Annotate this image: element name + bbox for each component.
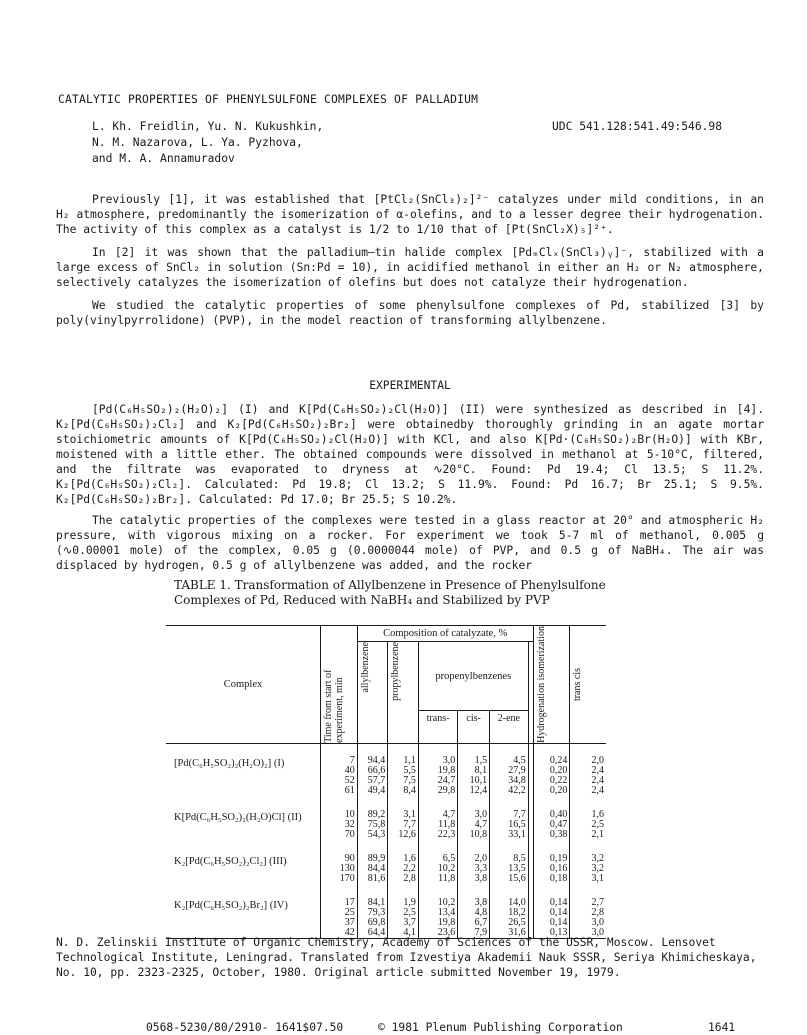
value-cell: 3,0 19,8 24,7 29,8 xyxy=(418,743,457,796)
value-cell: 89,9 84,4 81,6 xyxy=(357,840,388,884)
value-cell: 0,24 0,20 0,22 0,20 xyxy=(533,743,570,796)
value-cell: 89,2 75,8 54,3 xyxy=(357,796,388,840)
value-cell: 0,19 0,16 0,18 xyxy=(533,840,570,884)
paper-title: CATALYTIC PROPERTIES OF PHENYLSULFONE COMPLEXES OF PALLADIUM xyxy=(58,93,479,106)
column-header-cis: cis- xyxy=(458,711,490,744)
issn-code: 0568-5230/80/2910- 1641$07.50 xyxy=(146,1021,344,1034)
table-row xyxy=(166,840,606,884)
value-cell: 90 130 170 xyxy=(321,840,358,884)
complex-name-cell: K₂[Pd(C₆H₅SO₂)₂Cl₂] (III) xyxy=(174,855,287,867)
column-header-time: Time from start of experiment, min xyxy=(321,626,358,744)
value-cell: 10 32 70 xyxy=(321,796,358,840)
column-header-composition: Composition of catalyzate, % xyxy=(357,626,533,642)
intro-paragraph: In [2] it was shown that the palladium–tin halide complex [PdₘClₓ(SnCl₃)ᵧ]⁻, stabilized with a large excess of SnCl₂ in solution (Sn:Pd = 10), in acidified methanol in either an H₂ or N₂ atmosphere, selectively catalyzes the isomerization of olefins but does not catalyze their hydrogenation. xyxy=(56,246,764,289)
value-cell: 84,1 79,3 69,8 64,4 xyxy=(357,884,388,939)
value-cell: 7,7 16,5 33,1 xyxy=(490,796,529,840)
experimental-section xyxy=(56,402,764,573)
table-row xyxy=(166,743,606,796)
author-list xyxy=(92,119,323,167)
section-heading: EXPERIMENTAL xyxy=(369,379,451,392)
column-header-complex: Complex xyxy=(166,626,321,744)
author-line: N. M. Nazarova, L. Ya. Pyzhova, xyxy=(92,136,303,149)
author-line: L. Kh. Freidlin, Yu. N. Kukushkin, xyxy=(92,120,324,133)
value-cell: 0,14 0,14 0,14 0,13 xyxy=(533,884,570,939)
value-cell: 2,0 3,3 3,8 xyxy=(458,840,490,884)
table-row xyxy=(166,796,606,840)
copyright-notice: © 1981 Plenum Publishing Corporation xyxy=(378,1021,623,1034)
data-table xyxy=(166,625,606,939)
value-cell: 8,5 13,5 15,6 xyxy=(490,840,529,884)
value-cell: 2,0 2,4 2,4 2,4 xyxy=(570,743,606,796)
value-cell: 14,0 18,2 26,5 31,6 xyxy=(490,884,529,939)
value-cell: 3,0 4,7 10,8 xyxy=(458,796,490,840)
complex-name-cell: [Pd(C₆H₅SO₂)₂(H₂O)₂] (I) xyxy=(174,757,285,769)
experimental-paragraph: The catalytic properties of the complexes were tested in a glass reactor at 20° and atmospheric H₂ pressure, with vigorous mixing on a rocker. For experiment we took 5-7 ml of methanol, 0.005 g (∿0.00001 mole) of the complex, 0.05 g (0.0000044 mole) of PVP, and 0.5 g of NaBH₄. The air was displaced by hydrogen, 0.5 g of allylbenzene was added, and the rocker xyxy=(56,514,764,572)
value-cell: 10,2 13,4 19,8 23,6 xyxy=(418,884,457,939)
column-header-allyl: allylbenzene xyxy=(357,642,388,744)
value-cell: 94,4 66,6 57,7 49,4 xyxy=(357,743,388,796)
value-cell: 1,1 5,5 7,5 8,4 xyxy=(388,743,419,796)
column-header-2ene: 2-ene xyxy=(490,711,529,744)
footnote: N. D. Zelinskii Institute of Organic Chemistry, Academy of Sciences of the USSR, Moscow. Lensovet Technological Institute, Leningrad. Translated from Izvestiya Akademii Nauk SSSR, Seriya Khimicheskaya, No. 10, pp. 2323-2325, October, 1980. Original article submitted November 19, 1979. xyxy=(56,936,757,979)
column-header-ratio: trans cis xyxy=(570,626,606,744)
column-header-hydro: Hydrogenation isomerization xyxy=(533,626,570,744)
column-header-propenyl: propenylbenzenes xyxy=(418,642,528,711)
value-cell: 4,7 11,8 22,3 xyxy=(418,796,457,840)
complex-name-cell: K₂[Pd(C₆H₅SO₂)₂Br₂] (IV) xyxy=(166,884,321,939)
value-cell: 1,9 2,5 3,7 4,1 xyxy=(388,884,419,939)
column-header-trans: trans- xyxy=(418,711,457,744)
intro-paragraph: We studied the catalytic properties of some phenylsulfone complexes of Pd, stabilized [3] by poly(vinylpyrrolidone) (PVP), in the model reaction of transforming allylbenzene. xyxy=(56,299,764,327)
value-cell: 3,8 4,8 6,7 7,9 xyxy=(458,884,490,939)
value-cell: 17 25 37 42 xyxy=(321,884,358,939)
value-cell: 3,2 3,2 3,1 xyxy=(570,840,606,884)
value-cell: 3,1 7,7 12,6 xyxy=(388,796,419,840)
udc-code: UDC 541.128:541.49:546.98 xyxy=(552,120,723,133)
table-row xyxy=(166,884,606,939)
author-line: and M. A. Annamuradov xyxy=(92,152,235,165)
complex-name-cell: K[Pd(C₆H₅SO₂)₂(H₂O)Cl] (II) xyxy=(174,811,302,823)
page-number: 1641 xyxy=(708,1021,736,1034)
introduction xyxy=(56,192,764,328)
value-cell: 6,5 10,2 11,8 xyxy=(418,840,457,884)
table-caption: TABLE 1. Transformation of Allylbenzene in Presence of Phenylsulfone Complexes of Pd, Reduced with NaBH₄ and Stabilized by PVP xyxy=(174,578,606,607)
value-cell: 2,7 2,8 3,0 3,0 xyxy=(570,884,606,939)
experimental-paragraph: [Pd(C₆H₅SO₂)₂(H₂O)₂] (I) and K[Pd(C₆H₅SO₂)₂Cl(H₂O)] (II) were synthesized as described in [4]. K₂[Pd(C₆H₅SO₂)₂Cl₂] and K₂[Pd(C₆H₅SO₂)₂Br₂] were obtainedby thoroughly grinding in an agate mortar stoichiometric amounts of K[Pd(C₆H₅SO₂)₂Cl(H₂O)] with KCl, and also K[Pd·(C₆H₅SO₂)₂Br(H₂O)] with KBr, moistened with a little ether. The obtained compounds were dissolved in methanol at 5-10°C, filtered, and the filtrate was evaporated to dryness at ∿20°C. Found: Pd 19.4; Cl 13.5; S 11.2%. K₂[Pd(C₆H₅SO₂)₂Cl₂]. Calculated: Pd 19.8; Cl 13.2; S 11.9%. Found: Pd 16.7; Br 25.1; S 9.5%. K₂[Pd(C₆H₅SO₂)₂Br₂]. Calculated: Pd 17.0; Br 25.5; S 10.2%. xyxy=(56,403,764,506)
column-header-propyl: propylbenzene xyxy=(388,642,419,744)
value-cell: 1,6 2,5 2,1 xyxy=(570,796,606,840)
value-cell: 4,5 27,9 34,8 42,2 xyxy=(490,743,529,796)
value-cell: 1,6 2,2 2,8 xyxy=(388,840,419,884)
intro-paragraph: Previously [1], it was established that [PtCl₂(SnCl₃)₂]²⁻ catalyzes under mild conditions, in an H₂ atmosphere, predominantly the isomerization of α-olefins, and to a lesser degree their hydrogenation. The activity of this complex as a catalyst is 1/2 to 1/10 that of [Pt(SnCl₂X)₅]²⁺. xyxy=(56,193,764,236)
value-cell: 1,5 8,1 10,1 12,4 xyxy=(458,743,490,796)
value-cell: 0,40 0,47 0,38 xyxy=(533,796,570,840)
value-cell: 7 40 52 61 xyxy=(321,743,358,796)
